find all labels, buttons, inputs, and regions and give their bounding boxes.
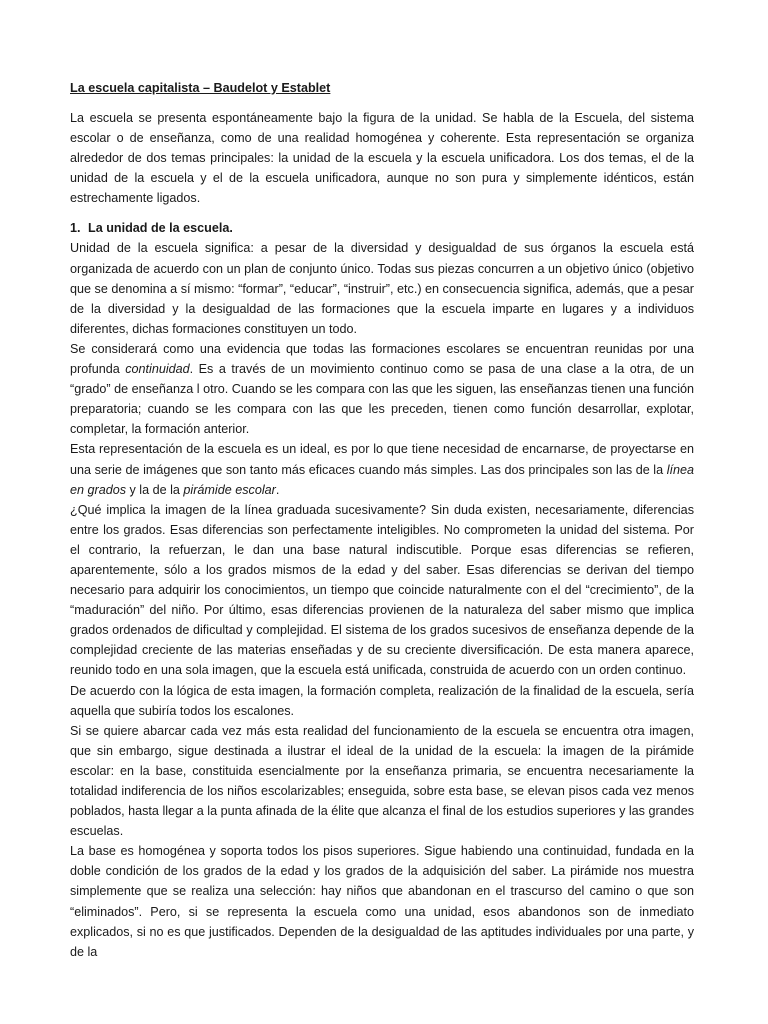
document-title: La escuela capitalista – Baudelot y Establet bbox=[70, 81, 331, 95]
emphasis-text: pirámide escolar bbox=[183, 482, 276, 497]
paragraph-unidad: Unidad de la escuela significa: a pesar de la diversidad y desigualdad de sus órganos la escuela está organizada de acuerdo con un plan de conjunto único. Todas sus piezas concurren a un objetivo único (objetivo que se denomina a sí mismo: “formar”, “educar”, “instruir”, etc.) en consecuencia significa, además, que a pesar de la diversidad y la desigualdad de las formaciones que la escuela imparte en lugares y a individuos diferentes, dichas formaciones constituyen un todo. bbox=[70, 241, 694, 336]
paragraph-text: y la de la bbox=[126, 482, 184, 497]
paragraph-text: Esta representación de la escuela es un ideal, es por lo que tiene necesidad de encarnarse, de proyectarse en una serie de imágenes que son tanto más eficaces cuando más simples. Las dos principales son las de la bbox=[70, 442, 694, 477]
section-title: La unidad de la escuela. bbox=[88, 221, 233, 236]
paragraph-ideal bbox=[70, 439, 694, 499]
section-heading bbox=[70, 218, 694, 238]
paragraph-text: Se considerará como una evidencia que todas las formaciones escolares se encuentran reunidas por una profunda bbox=[70, 341, 694, 377]
paragraph-linea-graduada: ¿Qué implica la imagen de la línea graduada sucesivamente? Sin duda existen, necesariamente, diferencias entre los grados. Esas diferencias son perfectamente inteligibles. No comprometen la unidad del sistema. Por el contrario, la refuerzan, le dan una base natural indiscutible. Porque esas diferencias se refieren, aparentemente, sólo a los grados mismos de la edad y del saber. Esas diferencias se derivan del tiempo necesario para adquirir los conocimientos, un tiempo que coincide naturalmente con el del “crecimiento”, de la “maduración” del niño. Por último, esas diferencias provienen de la naturaleza del saber mismo que implica grados ordenados de dificultad y complejidad. El sistema de los grados sucesivos de enseñanza depende de la complejidad creciente de las materias enseñadas y de su creciente diversificación. De esta manera aparece, reunido todo en una sola imagen, que la escuela está unificada, construida de acuerdo con un orden continuo. bbox=[70, 502, 694, 678]
paragraph-continuidad bbox=[70, 339, 694, 439]
emphasis-text: continuidad bbox=[125, 362, 190, 377]
paragraph-piramide: Si se quiere abarcar cada vez más esta realidad del funcionamiento de la escuela se encuentra otra imagen, que sin embargo, sigue destinada a ilustrar el ideal de la unidad de la escuela: la imagen de la pirámide escolar: en la base, constituida esencialmente por la enseñanza primaria, se encuentra necesariamente la totalidad indiferencia de los niños escolarizables; enseguida, sobre esta base, se elevan pisos cada vez menos poblados, hasta llegar a la punta afinada de la élite que alcanza el final de los estudios superiores y las grandes escuelas. bbox=[70, 723, 694, 839]
paragraph-text: . Es a través de un movimiento continuo como se pasa de una clase a la otra, de un “grado” de enseñanza l otro. Cuando se les compara con las que les siguen, las enseñanzas tienen una función preparatoria; cuando se les compara con las que les preceden, tienen como función desarrollar, explotar, completar, la formación anterior. bbox=[70, 362, 694, 437]
emphasis-text: línea en grados bbox=[70, 462, 694, 497]
section-number: 1. bbox=[70, 221, 81, 236]
intro-paragraph: La escuela se presenta espontáneamente bajo la figura de la unidad. Se habla de la Escuela, del sistema escolar o de enseñanza, como de una realidad homogénea y coherente. Esta representación se organiza alrededor de dos temas principales: la unidad de la escuela y la escuela unificadora. Los dos temas, el de la unidad de la escuela y el de la escuela unificadora, aunque no son pura y simplemente idénticos, están estrechamente ligados. bbox=[70, 111, 694, 206]
paragraph-text: . bbox=[275, 482, 280, 497]
paragraph-formacion-completa: De acuerdo con la lógica de esta imagen, la formación completa, realización de la finalidad de la escuela, sería aquella que subiría todos los escalones. bbox=[70, 683, 694, 718]
paragraph-base: La base es homogénea y soporta todos los pisos superiores. Sigue habiendo una continuidad, fundada en la doble condición de los grados de la edad y los grados de la adquisición del saber. La pirámide nos muestra simplemente que se realiza una selección: hay niños que abandonan en el trascurso del camino o que son “eliminados”. Pero, si se representa la escuela como una unidad, esos abandonos son de inmediato explicados, si no es que justificados. Dependen de la desigualdad de las aptitudes individuales por una parte, y de la bbox=[70, 844, 694, 959]
